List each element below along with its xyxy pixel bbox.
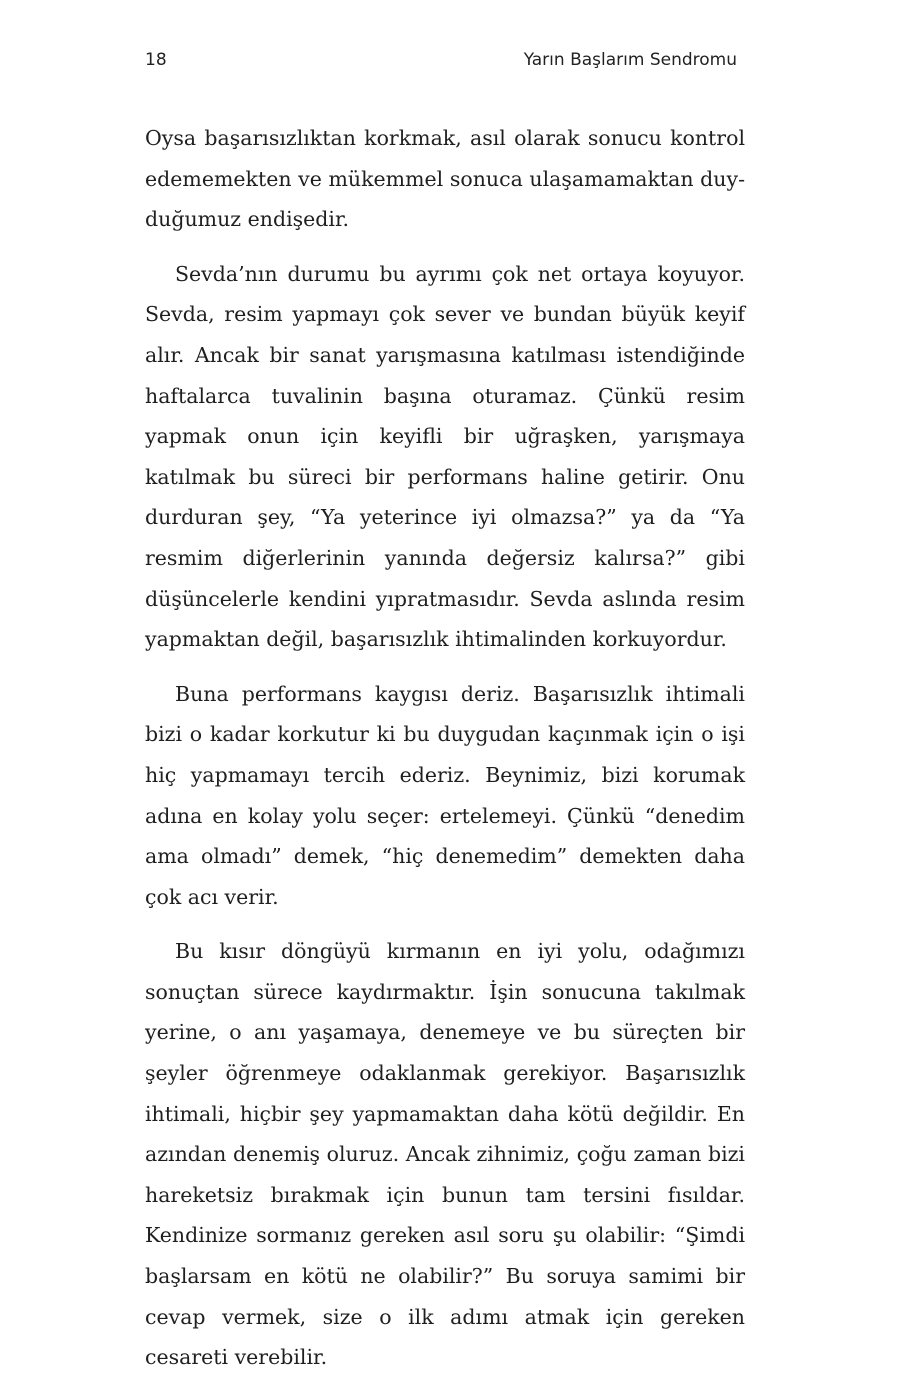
page-number: 18 (145, 50, 167, 70)
body-text (145, 118, 745, 1392)
paragraph-3: Buna performans kaygısı deriz. Başarısızlık ihtimali bizi o kadar korkutur ki bu duygudan kaçınmak için o işi hiç yapmamayı tercih ederiz. Beynimiz, bizi korumak adına en kolay yolu seçer: ertelemeyi. Çünkü “denedim ama olmadı” demek, “hiç denemedim” demekten daha çok acı verir. (145, 681, 745, 909)
book-title: Yarın Başlarım Sendromu (523, 50, 737, 70)
paragraph-2: Sevda’nın durumu bu ayrımı çok net ortaya koyuyor. Sevda, resim yapmayı çok sever ve bundan büyük keyif alır. Ancak bir sanat yarışmasına katılması istendiğinde haftalarca tuvalinin başına oturamaz. Çünkü resim yapmak onun için keyifli bir uğraşken, yarışmaya katılmak bu süreci bir performans haline getirir. Onu durduran şey, “Ya yeterince iyi olmazsa?” ya da “Ya resmim diğerlerinin yanında değersiz kalırsa?” gibi düşüncelerle kendini yıpratmasıdır. Sevda aslında resim yapmaktan değil, başarısızlık ihtimalinden korkuyordur. (145, 261, 745, 652)
running-header (145, 50, 737, 80)
paragraph-1: Oysa başarısızlıktan korkmak, asıl olarak sonucu kontrol edememekten ve mükemmel sonuca ulaşamamaktan duyduğumuz endişedir. (145, 126, 745, 232)
paragraph-4: Bu kısır döngüyü kırmanın en iyi yolu, odağımızı sonuçtan sürece kaydırmaktır. İşin sonucuna takılmak yerine, o anı yaşamaya, denemeye ve bu süreçten bir şeyler öğrenmeye odaklanmak gerekiyor. Başarısızlık ihtimali, hiçbir şey yapmamaktan daha kötü değildir. En azından denemiş oluruz. Ancak zihnimiz, çoğu zaman bizi hareketsiz bırakmak için bunun tam tersini fısıldar. Kendinize sormanız gereken asıl soru şu olabilir: “Şimdi başlarsam en kötü ne olabilir?” Bu soruya samimi bir cevap vermek, size o ilk adımı atmak için gereken cesareti verebilir. (145, 939, 745, 1370)
